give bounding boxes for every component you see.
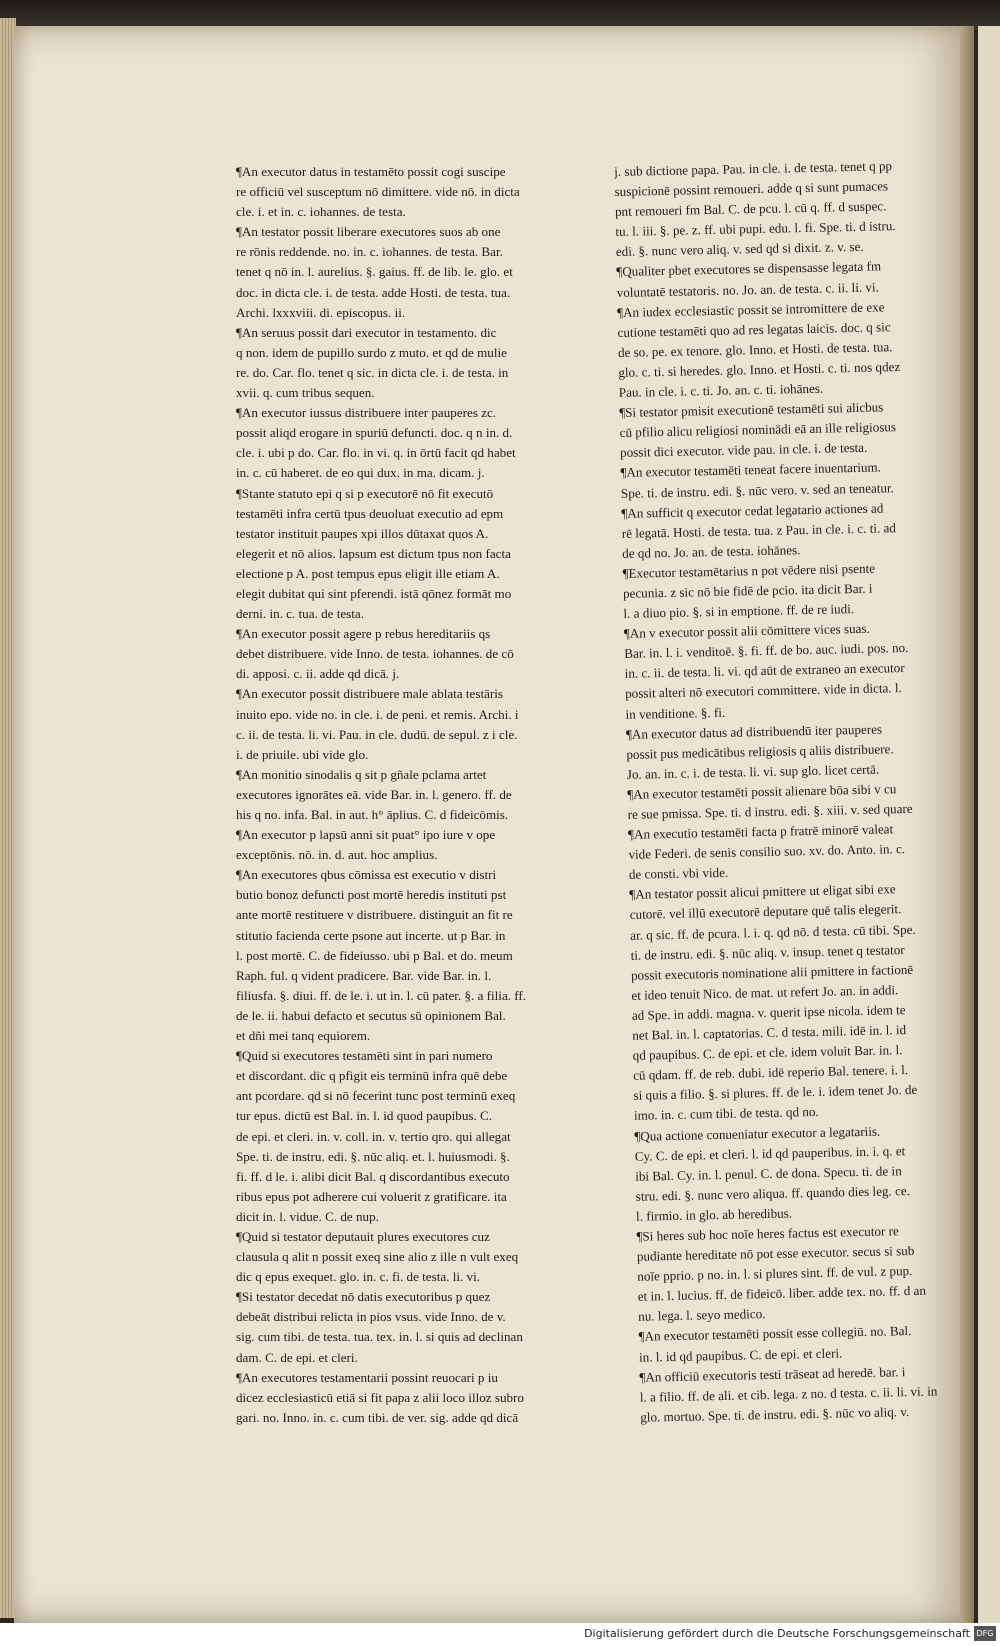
text-line: testator instituit paupes xpi illos dūtaxat quos A. [236, 525, 489, 541]
text-line: xvii. q. cum tribus sequen. [236, 385, 375, 401]
text-line: ibi Bal. Cy. in. l. penul. C. de dona. Specu. ti. de in [635, 1162, 902, 1184]
text-line: in. c. ii. de testa. li. vi. qd aūt de extraneo an executor [624, 660, 905, 682]
text-line: electione p A. post tempus epus eligit ille etiam A. [236, 565, 500, 581]
text-line: imo. in. c. cum tibi. de testa. qd no. [633, 1104, 819, 1124]
text-line: di. apposi. c. ii. adde qd dicā. j. [236, 666, 400, 682]
text-line: qd paupibus. C. de epi. et cle. idem voluit Bar. in. l. [632, 1042, 903, 1063]
text-line: debet distribuere. vide Inno. de testa. iohannes. de cō [236, 646, 514, 662]
text-line: noīe pprio. p no. in. l. si plures sint. ff. de vul. z pup. [637, 1263, 913, 1284]
text-line: ¶An v executor possit alii cōmittere vices suas. [623, 620, 870, 642]
text-line: ¶Si heres sub hoc noīe heres factus est executor re [636, 1223, 899, 1244]
text-line: Spe. ti. de instru. edi. §. nūc aliq. et. l. huiusmodi. §. [236, 1148, 510, 1164]
text-line: rē legatā. Hosti. de testa. tua. z Pau. in cle. i. c. ti. ad [621, 519, 897, 541]
text-line: filiusfa. §. diui. ff. de le. i. ut in. l. cū pater. §. a filia. ff. [236, 987, 527, 1003]
text-line: ¶Stante statuto epi q si p executorē nō fit executō [236, 485, 494, 501]
text-line: voluntatē testatoris. no. Jo. an. de testa. c. ii. li. vi. [616, 279, 880, 300]
text-line: tenet q nō in. l. aurelius. §. gaius. ff. de lib. le. glo. et [236, 264, 513, 280]
text-line: q non. idem de pupillo surdo z muto. et qd de mulie [236, 344, 507, 360]
text-line: ant pcordare. qd si nō fecerint tunc post terminū exeq [236, 1088, 516, 1104]
text-line: inuito epo. vide no. in cle. i. de peni. et remis. Archi. i [236, 706, 519, 722]
page-gutter [960, 26, 974, 1623]
text-line: j. sub dictione papa. Pau. in cle. i. de testa. tenet q pp [614, 158, 893, 179]
text-line: ¶An testator possit alicui pmittere ut eligat sibi exe [629, 881, 896, 903]
text-line: doc. in dicta cle. i. de testa. adde Hosti. de testa. tua. [236, 284, 511, 300]
text-line: c. ii. de testa. li. vi. Pau. in cle. dudū. de sepul. z i cle. [236, 726, 518, 742]
text-line: cutorē. vel illū executorē deputare quē talis elegerit. [629, 901, 902, 923]
text-line: ad Spe. in addi. magna. v. querit ipse nicola. idem te [631, 1002, 906, 1023]
text-line: Archi. lxxxviii. di. episcopus. ii. [236, 304, 406, 320]
funding-credit: Digitalisierung gefördert durch die Deutsche Forschungsgemeinschaft [584, 1627, 970, 1640]
text-line: ¶Quid si testator deputauit plures executores cuz [236, 1228, 490, 1244]
text-line: ¶An monitio sinodalis q sit p gñale pclama artet [236, 766, 487, 782]
text-line: ¶An executor possit distribuere male ablata testāris [236, 686, 503, 702]
text-line: possit dici executor. vide pau. in cle. i. de testa. [619, 440, 868, 461]
text-line: possit executoris nominatione alii pmittere in factionē [630, 961, 914, 983]
text-line: cle. i. ubi p do. Car. flo. in vi. q. in ōrtū facit qd habet [236, 445, 516, 461]
text-line: de consti. vbi vide. [628, 865, 729, 883]
text-line: Bar. in. l. i. venditoē. §. fi. ff. de bo. auc. iudi. pos. no. [624, 640, 909, 662]
text-line: i. de priuile. ubi vide glo. [236, 746, 369, 762]
text-line: butio bonoz defuncti post mortē heredis instituti pst [236, 887, 507, 903]
text-line: executores ignorātes eā. vide Bar. in. l. genero. ff. de [236, 786, 512, 802]
text-line: dic q epus exequet. glo. in. c. fi. de testa. li. vi. [236, 1269, 480, 1285]
text-line: pecunia. z sic nō bie fidē de pcio. ita dicit Bar. i [622, 580, 873, 601]
text-line: cle. i. et in. c. iohannes. de testa. [236, 204, 406, 220]
text-line: et ideo tenuit Nico. de mat. ut refert Jo. an. in addi. [631, 982, 899, 1003]
text-line: ¶Executor testamētarius n pot vēdere nisi psente [622, 560, 876, 581]
text-line: Cy. C. de epi. et cleri. l. id qd pauperibus. in. i. q. et [634, 1142, 906, 1164]
footer-bar [0, 1623, 1000, 1646]
text-line: glo. mortuo. Spe. ti. de instru. edi. §. nūc vo aliq. v. [640, 1403, 910, 1425]
text-line: de qd no. Jo. an. de testa. iohānes. [622, 541, 801, 561]
text-line: debeāt distribui relicta in pios vsus. vide Inno. de v. [236, 1309, 506, 1325]
text-line: ¶Qua actione conueniatur executor a legatariis. [634, 1123, 881, 1144]
text-line: vide Federi. de senis consilio suo. xv. do. Anto. in. c. [628, 841, 906, 863]
text-line: Pau. in cle. i. c. ti. Jo. an. c. ti. iohānes. [618, 380, 824, 400]
text-line: et dñi mei tanq equiorem. [236, 1028, 371, 1044]
text-line: ribus epus pot adherere cui voluerit z gratificare. ita [236, 1188, 507, 1204]
left-text-column [236, 162, 532, 1428]
text-line: l. post mortē. C. de fideiusso. ubi p Bal. et do. meum [236, 947, 513, 963]
text-line: dam. C. de epi. et cleri. [236, 1349, 358, 1365]
text-line: his q no. infa. Bal. in aut. h° āplius. C. d fideicōmis. [236, 807, 509, 822]
text-line: de le. ii. habui defacto et secutus sū opinionem Bal. [236, 1007, 506, 1023]
text-line: ¶Si testator decedat nō datis executoribus p quez [236, 1289, 491, 1305]
text-line: edi. §. nunc vero aliq. v. sed qd si dixit. z. v. se. [615, 239, 864, 260]
text-line: ¶An officiū executoris testi trāseat ad heredē. bar. i [639, 1363, 906, 1385]
text-line: cutione testamēti quo ad res legatas laicis. doc. q sic [617, 318, 891, 340]
text-line: Spe. ti. de instru. edi. §. nūc vero. v. sed an teneatur. [620, 479, 894, 501]
text-line: tur epus. dictū est Bal. in. l. id quod paupibus. C. [236, 1108, 493, 1124]
text-line: in. l. id qd paupibus. C. de epi. et cleri. [638, 1345, 843, 1365]
text-line: Jo. an. in. c. i. de testa. li. vi. sup glo. licet certā. [626, 761, 880, 782]
text-line: in. c. cū haberet. de eo qui dux. in ma. dicam. j. [236, 465, 485, 481]
text-line: ¶An seruus possit dari executor in testamento. dic [236, 324, 497, 340]
text-line: l. firmio. in glo. ab heredibus. [635, 1205, 793, 1224]
text-line: dicez ecclesiasticū etiā si fit papa z alii loco illoz subro [236, 1389, 524, 1405]
text-line: elegit dubitat qui sint pferendi. istā qōnez formāt mo [236, 585, 512, 601]
right-text-column [614, 156, 940, 1428]
text-line: gari. no. Inno. in. c. cum tibi. de ver. sig. adde qd dicā [236, 1409, 519, 1425]
text-line: possit pus medicātibus religiosis q aliis distribuere. [626, 740, 894, 762]
text-line: re sue pmissa. Spe. ti. d instru. edi. §. xiii. v. sed quare [627, 800, 913, 822]
text-line: ar. q sic. ff. de pcura. l. i. q. qd nō. d testa. cū tibi. Spe. [630, 921, 916, 943]
text-line: clausula q alit n possit exeq sine alio z ille n vult exeq [236, 1249, 519, 1265]
text-line: ti. de instru. edi. §. nūc aliq. v. insup. tenet q testator [630, 941, 905, 963]
dfg-logo: DFG [974, 1626, 996, 1641]
text-line: ¶An executor testamēti teneat facere inuentarium. [620, 459, 882, 481]
text-line: ¶An testator possit liberare executores suos ab one [236, 224, 501, 240]
text-line: stitutio facienda certe psone aut incerte. ut p Bar. in [236, 927, 506, 943]
text-line: sig. cum tibi. de testa. tua. tex. in. l. si quis ad declinan [236, 1329, 523, 1345]
text-line: ¶An executor p lapsū anni sit puat° ipo iure v ope [236, 827, 496, 843]
text-line: pnt remoueri fm Bal. C. de pcu. l. cū q. ff. d suspec. [614, 198, 887, 220]
text-line: net Bal. in. l. captatorias. C. d testa. mili. idē in. l. id [632, 1022, 907, 1043]
text-line: suspicionē possint remoueri. adde q si sunt pumaces [614, 178, 889, 200]
text-line: l. a diuo pio. §. si in emptione. ff. de re iudi. [623, 601, 855, 621]
text-line: et in. l. lucius. ff. de fideicō. liber. adde tex. no. ff. d an [637, 1282, 927, 1304]
text-line: ¶An executores qbus cōmissa est executio v distri [236, 867, 497, 883]
text-line: si quis a filio. §. si plures. ff. de le. i. idem tenet Jo. de [633, 1082, 918, 1104]
text-line: re officiū vel susceptum nō dimittere. vide nō. in dicta [236, 184, 520, 200]
text-line: ¶An executores testamentarii possint reuocari p iu [236, 1369, 498, 1385]
text-line: possit aliqd erogare in spuriū defuncti. doc. q n in. d. [236, 425, 513, 441]
text-line: ¶An executor datus ad distribuendū iter pauperes [625, 721, 883, 742]
text-line: glo. c. ti. si heredes. glo. Inno. et Hosti. c. ti. nos qdez [618, 358, 901, 380]
text-line: cū qdam. ff. de reb. dubi. idē reperio Bal. tenere. i. l. [632, 1062, 909, 1084]
text-line: pudiante hereditate nō pot esse executor. secus si sub [636, 1243, 915, 1264]
text-line: ¶An executor iussus distribuere inter pauperes zc. [236, 405, 497, 421]
text-line: l. a filio. ff. de ali. et cib. lega. z no. d testa. c. ii. li. vi. in [639, 1383, 938, 1405]
facing-page-edge [978, 26, 1000, 1623]
text-line: nu. lega. l. seyo medico. [638, 1306, 766, 1325]
text-line: stru. edi. §. nunc vero aliqua. ff. quando dies leg. ce. [635, 1182, 911, 1204]
text-line: cū pfilio alicu religiosi nominādi eā an ille religiosus [619, 419, 897, 441]
text-line: de so. pe. ex tenore. glo. Inno. et Hosti. de testa. tua. [617, 339, 893, 360]
text-line: ¶Qualiter pbet executores se dispensasse legata fm [616, 258, 882, 280]
text-line: ¶Si testator pmisit executionē testamēti sui alicbus [619, 399, 884, 421]
text-line: in venditione. §. fi. [625, 704, 726, 722]
text-line: possit alteri nō executori committere. vide in dicta. l. [624, 680, 902, 702]
text-line: dicit in. l. vidue. C. de nup. [236, 1208, 379, 1224]
text-line: fi. ff. d le. i. alibi dicit Bal. q discordantibus executo [236, 1168, 510, 1184]
text-line: ¶An executio testamēti facta p fratrē minorē valeat [627, 821, 894, 842]
text-line: re. do. Car. flo. tenet q sic. in dicta cle. i. de testa. in [236, 364, 509, 380]
text-line: ¶An iudex ecclesiastic possit se intromittere de exe [616, 299, 885, 320]
text-line: et discordant. dic q pfigit eis terminū infra quē debe [236, 1068, 508, 1084]
text-line: de epi. et cleri. in. v. coll. in. v. tertio qro. qui allegat [236, 1128, 511, 1144]
text-line: ¶An executor possit agere p rebus hereditariis qs [236, 626, 491, 642]
text-line: testamēti infra certū tpus deuoluat executio ad epm [236, 505, 504, 521]
text-line: ¶An executor testamēti possit alienare bōa sibi v cu [627, 781, 897, 802]
text-line: ¶An executor testamēti possit esse collegiū. no. Bal. [638, 1323, 912, 1345]
text-line: ¶An executor datus in testamēto possit cogi suscipe [236, 164, 506, 179]
text-line: derni. in. c. tua. de testa. [236, 606, 364, 622]
text-line: Raph. ful. q vident pradicere. Bar. vide Bar. in. l. [236, 967, 492, 983]
text-line: tu. l. iii. §. pe. z. ff. ubi pupi. edu. l. fi. Spe. ti. d istru. [615, 218, 896, 240]
text-line: re rōnis reddende. no. in. c. iohannes. de testa. Bar. [236, 244, 503, 260]
text-line: ¶Quid si executores testamēti sint in pari numero [236, 1048, 493, 1064]
text-line: elegerit et nō alios. lapsum est dictum tpus non facta [236, 545, 511, 561]
text-line: ante mortē restituere v distribuere. distinguit an fit re [236, 907, 513, 923]
text-line: ¶An sufficit q executor cedat legatario actiones ad [621, 500, 884, 521]
text-line: exceptōnis. nō. in. d. aut. hoc amplius. [236, 847, 438, 863]
